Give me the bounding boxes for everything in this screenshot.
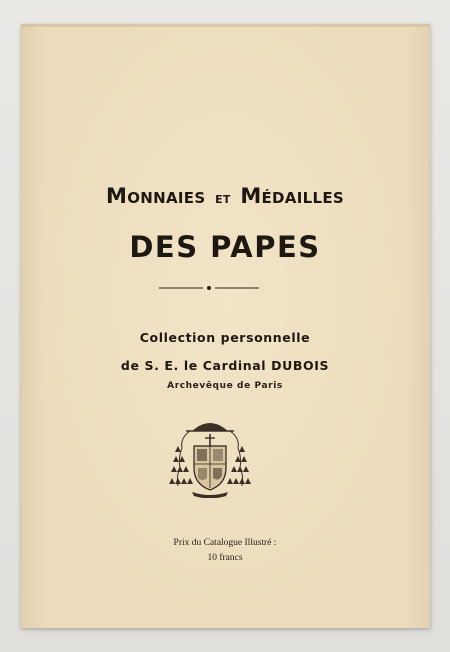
- title-word-medailles: Médailles: [240, 184, 344, 208]
- cover-top-edge: [21, 24, 430, 27]
- ornament-divider: [159, 283, 259, 293]
- title-line-2: DES PAPES: [129, 230, 321, 264]
- owner-line: de S. E. le Cardinal DUBOIS: [120, 358, 330, 373]
- title-word-monnaies: Monnaies: [106, 184, 206, 208]
- title-line-1: [0, 184, 450, 208]
- title-word-et: et: [215, 189, 231, 207]
- subtitle: Collection personnelle: [139, 330, 311, 345]
- price-label: Prix du Catalogue Illustré :: [173, 538, 277, 548]
- coat-of-arms-emblem: [168, 416, 252, 498]
- owner-title: Archevêque de Paris: [167, 381, 283, 391]
- price-value: 10 francs: [207, 553, 243, 563]
